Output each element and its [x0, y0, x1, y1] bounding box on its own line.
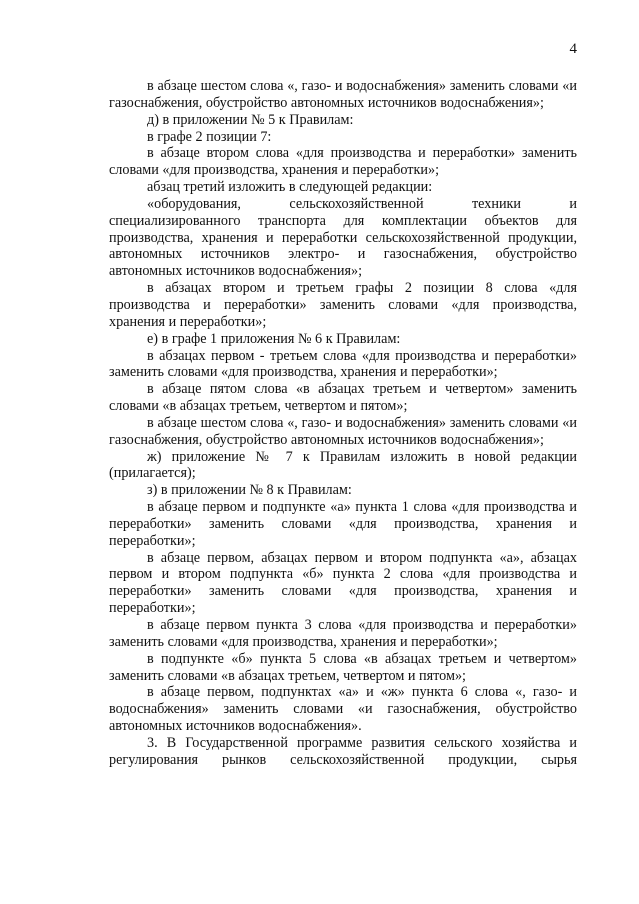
paragraph: в подпункте «б» пункта 5 слова «в абзацах третьем и четвертом» заменить словами «в абзацах третьем, четвертом и пятом»; — [109, 650, 577, 684]
page-number: 4 — [569, 41, 577, 57]
paragraph: в абзаце первом пункта 3 слова «для производства и переработки» заменить словами «для производства, хранения и переработки»; — [109, 617, 577, 650]
paragraph: «оборудования, сельскохозяйственной техники и специализированного транспорта для комплектации объектов для производства, хранения и переработки сельскохозяйственной продукции, автономных источников электро- и газоснабжения, обустройство автономных источников водоснабжения»; — [109, 195, 577, 280]
paragraph: абзац третий изложить в следующей редакции: — [147, 179, 433, 196]
paragraph: з) в приложении № 8 к Правилам: — [147, 482, 352, 499]
paragraph: в абзаце втором слова «для производства и переработки» заменить словами «для производства, хранения и переработки»; — [109, 145, 577, 179]
paragraph: в абзаце первом, абзацах первом и втором подпункта «а», абзацах первом и втором подпункта «б» пункта 2 слова «для производства и переработки» заменить словами «для производства, хранения и переработки»; — [109, 549, 577, 617]
paragraph: ж) приложение № 7 к Правилам изложить в новой редакции (прилагается); — [109, 448, 577, 482]
document-body — [109, 78, 577, 769]
paragraph: в абзаце первом, подпунктах «а» и «ж» пункта 6 слова «, газо- и водоснабжения» заменить словами «и газоснабжения, обустройство автономных источников водоснабжения». — [109, 684, 577, 735]
paragraph: в абзаце пятом слова «в абзацах третьем и четвертом» заменить словами «в абзацах третьем, четвертом и пятом»; — [109, 381, 577, 415]
paragraph: 3. В Государственной программе развития сельского хозяйства и регулирования рынков сельскохозяйственной продукции, сырья — [109, 734, 577, 768]
paragraph: в абзаце шестом слова «, газо- и водоснабжения» заменить словами «и газоснабжения, обустройство автономных источников водоснабжения»; — [109, 78, 577, 111]
paragraph: в абзаце первом и подпункте «а» пункта 1 слова «для производства и переработки» заменить словами «для производства, хранения и переработки»; — [109, 499, 577, 549]
paragraph: в графе 2 позиции 7: — [147, 128, 272, 145]
paragraph: д) в приложении № 5 к Правилам: — [147, 111, 354, 128]
paragraph: в абзаце шестом слова «, газо- и водоснабжения» заменить словами «и газоснабжения, обустройство автономных источников водоснабжения»; — [109, 414, 577, 448]
paragraph: в абзацах первом - третьем слова «для производства и переработки» заменить словами «для производства, хранения и переработки»; — [109, 347, 577, 381]
paragraph: в абзацах втором и третьем графы 2 позиции 8 слова «для производства и переработки» заменить словами «для производства, хранения и переработки»; — [109, 280, 577, 330]
paragraph: е) в графе 1 приложения № 6 к Правилам: — [147, 330, 401, 347]
